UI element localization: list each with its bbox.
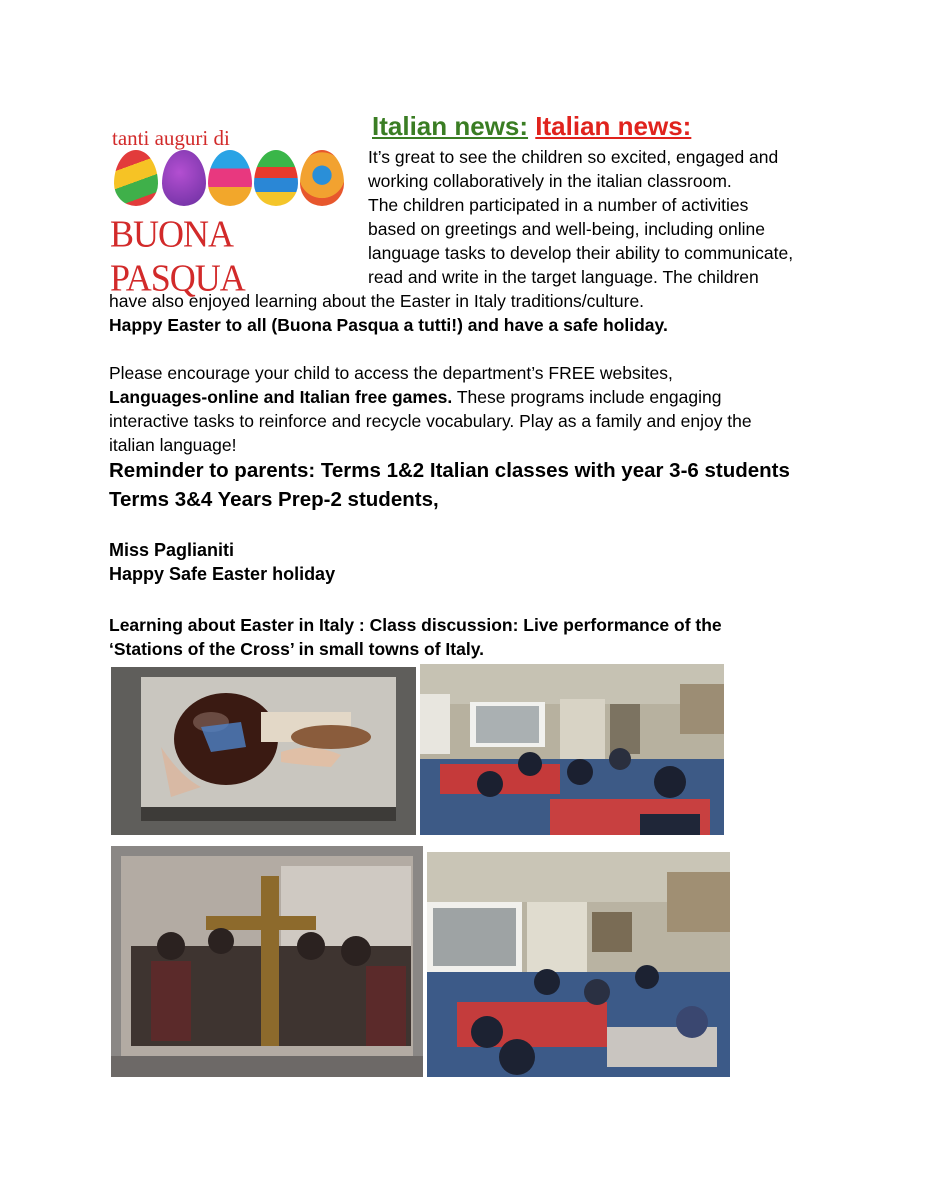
- easter-egg-screen-image: [111, 667, 416, 835]
- photo-caption: [109, 613, 722, 661]
- classroom-1-image: [420, 664, 724, 835]
- happy-easter-line: Happy Easter to all (Buona Pasqua a tutti!) and have a safe holiday.: [109, 315, 668, 335]
- body-text-column: [368, 145, 793, 289]
- title-part-green: Italian news:: [372, 111, 529, 141]
- stations-of-the-cross-image: [111, 846, 423, 1077]
- encourage-line: Please encourage your child to access the department’s FREE websites,: [109, 363, 673, 383]
- photo-classroom-1: [420, 664, 724, 835]
- easter-egg-red: [114, 150, 158, 206]
- buona-pasqua-logo: [104, 122, 352, 300]
- easter-egg-striped: [208, 150, 252, 206]
- page-title: [372, 111, 691, 142]
- body-line: It’s great to see the children so excited, engaged and: [368, 147, 779, 167]
- easter-egg-orange: [300, 150, 344, 206]
- logo-bottom-text: BUONA PASQUA: [110, 212, 245, 300]
- encourage-line: italian language!: [109, 435, 237, 455]
- body-line: read and write in the target language. The children: [368, 267, 759, 287]
- encourage-line: [109, 385, 752, 409]
- title-part-red: Italian news:: [535, 111, 692, 141]
- reminder-block: [109, 456, 790, 514]
- teacher-name: Miss Paglianiti: [109, 540, 235, 560]
- body-line: The children participated in a number of activities: [368, 195, 749, 215]
- photo-classroom-2: [427, 852, 730, 1077]
- body-line: language tasks to develop their ability to communicate,: [368, 243, 794, 263]
- body-line: have also enjoyed learning about the Easter in Italy traditions/culture.: [109, 291, 645, 311]
- encourage-line: interactive tasks to reinforce and recycle vocabulary. Play as a family and enjoy the: [109, 411, 752, 431]
- body-line: working collaboratively in the italian classroom.: [368, 171, 732, 191]
- websites-names: Languages-online and Italian free games.: [109, 387, 453, 407]
- easter-egg-green: [254, 150, 298, 206]
- photo-easter-egg-screen: [111, 667, 416, 835]
- signature-block: [109, 538, 335, 586]
- encourage-line-rest: These programs include engaging: [452, 387, 722, 407]
- body-text-full: [109, 289, 668, 337]
- logo-top-text: tanti auguri di: [112, 126, 230, 150]
- holiday-wish: Happy Safe Easter holiday: [109, 564, 336, 584]
- reminder-line: Reminder to parents: Terms 1&2 Italian classes with year 3-6 students: [109, 459, 790, 482]
- photo-stations-of-the-cross: [111, 846, 423, 1077]
- encourage-paragraph: [109, 361, 752, 457]
- classroom-2-image: [427, 852, 730, 1077]
- reminder-line: Terms 3&4 Years Prep-2 students,: [109, 488, 439, 511]
- caption-line: Learning about Easter in Italy : Class discussion: Live performance of the: [109, 615, 722, 635]
- body-line: based on greetings and well-being, including online: [368, 219, 765, 239]
- caption-line: ‘Stations of the Cross’ in small towns of Italy.: [109, 639, 485, 659]
- easter-egg-purple: [162, 150, 206, 206]
